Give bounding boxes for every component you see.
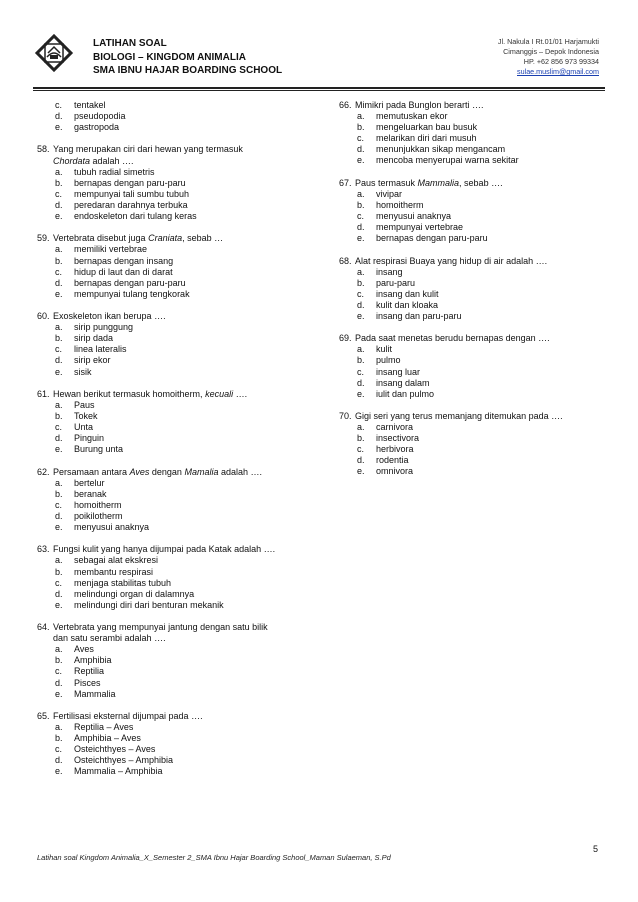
italic-term: kecuali [205,388,234,399]
option-text: mempunyai tali sumbu tubuh [74,188,190,199]
question-text: Pada saat menetas berudu bernapas dengan …. [355,333,550,344]
option-text: insang dalam [376,377,430,388]
header-title [93,37,282,78]
italic-term: Mamalia [184,466,219,477]
answer-option [339,211,599,222]
header-address [498,37,599,77]
answer-option [339,466,599,477]
option-text: bertelur [74,477,105,488]
option-letter: a. [55,555,63,566]
option-text: Amphibia – Aves [74,733,141,744]
answer-option [37,178,307,189]
option-letter: d. [357,222,365,233]
school-logo-icon [34,33,74,73]
option-letter: b. [55,488,63,499]
answer-option [37,367,307,378]
question-text-head: Persamaan antara [53,466,130,477]
option-letter: c. [55,666,63,677]
question-65 [37,711,307,778]
answer-option [37,511,307,522]
option-letter: e. [357,388,365,399]
answer-option [339,389,599,400]
answer-option [339,344,599,355]
answer-option [339,267,599,278]
option-text: Burung unta [74,444,124,455]
question-text [53,233,223,244]
option-letter: a. [55,322,63,333]
option-text: Pinguin [74,433,105,444]
answer-option [339,155,599,166]
answer-option [339,455,599,466]
option-text: membantu respirasi [74,566,154,577]
option-letter: c. [357,444,365,455]
question-62 [37,467,307,534]
option-letter: b. [55,655,63,666]
option-letter: c. [55,188,63,199]
answer-option [339,189,599,200]
option-text: bernapas dengan paru-paru [74,177,186,188]
question-text: Yang merupakan ciri dari hewan yang termasuk [53,144,243,155]
option-letter: a. [55,244,63,255]
option-letter: d. [357,144,365,155]
option-letter: e. [55,522,63,533]
question-text: Fertilisasi eksternal dijumpai pada …. [53,710,203,721]
question-57-continuation [37,100,307,133]
answer-option [37,478,307,489]
question-number: 59. [37,233,50,244]
question-number: 68. [339,255,352,266]
option-letter: b. [357,277,365,288]
option-letter: b. [55,333,63,344]
answer-option [37,100,307,111]
option-text: beranak [74,488,107,499]
option-text: insang dan paru-paru [376,310,462,321]
question-64 [37,622,307,700]
answer-option [339,422,599,433]
option-text: Paus [74,399,95,410]
option-text: menunjukkan sikap mengancam [376,144,506,155]
option-text: homoitherm [74,499,122,510]
question-66 [339,100,599,167]
question-text [53,467,262,478]
question-number: 61. [37,388,50,399]
option-text: paru-paru [376,277,416,288]
italic-term: Craniata [148,233,183,244]
option-letter: e. [357,233,365,244]
question-69 [339,333,599,400]
option-letter: d. [55,199,63,210]
option-text: memiliki vertebrae [74,244,148,255]
answer-option [339,433,599,444]
option-letter: c. [357,288,365,299]
option-text: kulit [376,344,393,355]
question-text: Fungsi kulit yang hanya dijumpai pada Katak adalah …. [53,544,276,555]
option-letter: b. [55,411,63,421]
option-letter: d. [55,355,63,366]
answer-option [339,355,599,366]
option-letter: b. [55,255,63,266]
question-text-cont: dan satu serambi adalah …. [53,633,166,644]
answer-option [37,755,307,766]
option-text: Mammalia [74,688,116,699]
answer-option [37,322,307,333]
option-text: menyusui anaknya [74,522,150,533]
option-letter: d. [55,510,63,521]
option-text: menjaga stabilitas tubuh [74,577,172,588]
option-text: Reptilia – Aves [74,722,134,732]
option-text: linea lateralis [74,344,127,355]
option-text: sebagai alat ekskresi [74,555,159,566]
question-number: 63. [37,544,50,555]
answer-option [37,766,307,777]
right-column [339,100,599,489]
question-text [355,178,503,189]
option-letter: b. [55,733,63,744]
answer-option [339,367,599,378]
answer-option [37,167,307,178]
option-text: hidup di laut dan di darat [74,266,173,277]
answer-option [339,122,599,133]
question-number: 66. [339,100,352,110]
option-text: peredaran darahnya terbuka [74,199,188,210]
header-title-line: SMA IBNU HAJAR BOARDING SCHOOL [93,65,283,76]
option-text: sirip ekor [74,355,111,366]
option-letter: b. [55,566,63,577]
answer-option [37,422,307,433]
option-letter: c. [55,577,63,588]
option-letter: c. [55,266,63,277]
option-text: Amphibia [74,655,112,666]
option-text: gastropoda [74,122,120,133]
option-letter: e. [55,444,63,455]
answer-option [37,433,307,444]
option-text: insectivora [376,433,420,444]
question-61 [37,389,307,456]
option-text: sirip dada [74,333,114,344]
answer-option [37,289,307,300]
answer-option [37,655,307,666]
option-text: mengeluarkan bau busuk [376,122,478,133]
option-text: rodentia [376,455,409,466]
option-text: vivipar [376,188,403,199]
option-text: Osteichthyes – Amphibia [74,755,174,766]
option-text: carnivora [376,422,414,433]
question-text: Gigi seri yang terus memanjang ditemukan pada …. [355,411,563,421]
option-letter: e. [357,310,365,321]
answer-option [37,400,307,411]
option-text: bernapas dengan paru-paru [376,233,488,244]
option-letter: a. [55,477,63,488]
question-number: 67. [339,177,352,188]
answer-option [37,122,307,133]
option-text: iulit dan pulmo [376,388,435,399]
question-number: 65. [37,710,50,721]
answer-option [339,222,599,233]
option-text: tentakel [74,100,106,110]
question-text-tail: , sebab …. [459,177,503,188]
option-letter: a. [357,111,365,122]
address-line: Cimanggis – Depok Indonesia [503,47,599,56]
option-text: insang [376,266,403,277]
question-text: Exoskeleton ikan berupa …. [53,311,166,322]
option-text: homoitherm [376,199,424,210]
option-text: melindungi organ di dalamnya [74,588,195,599]
answer-option [339,278,599,289]
option-text: menyusui anaknya [376,211,452,222]
answer-option [37,111,307,122]
option-text: pseudopodia [74,111,126,122]
answer-option [339,311,599,322]
answer-option [37,200,307,211]
italic-term: Aves [129,466,150,477]
question-text: Alat respirasi Buaya yang hidup di air adalah …. [355,255,548,266]
option-text: Unta [74,422,94,433]
option-letter: d. [55,588,63,599]
answer-option [37,666,307,677]
option-letter: a. [55,166,63,177]
question-63 [37,544,307,611]
option-text: tubuh radial simetris [74,166,155,177]
answer-option [37,489,307,500]
answer-option [37,244,307,255]
option-text: melindungi diri dari benturan mekanik [74,599,224,610]
footer-text: Latihan soal Kingdom Animalia_X_Semester 2_SMA Ibnu Hajar Boarding School_Maman Sulaeman, S.Pd [37,853,391,862]
option-letter: e. [55,122,63,133]
option-letter: d. [357,455,365,466]
question-text-tail: , sebab … [182,233,224,244]
question-number: 64. [37,622,50,633]
left-column [37,100,307,789]
option-text: mencoba menyerupai warna sekitar [376,155,519,166]
answer-option [339,378,599,389]
question-text-middle: dengan [149,466,185,477]
option-letter: e. [357,466,365,477]
option-letter: d. [55,277,63,288]
option-letter: a. [357,266,365,277]
question-number: 62. [37,466,50,477]
answer-option [37,589,307,600]
answer-option [37,267,307,278]
option-text: omnivora [376,466,414,477]
option-text: endoskeleton dari tulang keras [74,211,197,222]
email-link[interactable]: sulae.muslim@gmail.com [517,67,599,76]
option-letter: d. [55,755,63,766]
header-divider-thin [33,90,605,91]
answer-option [37,189,307,200]
option-letter: c. [357,133,365,144]
answer-option [37,678,307,689]
italic-term: Chordata [53,155,91,166]
option-text: sisik [74,366,92,377]
option-letter: e. [55,599,63,610]
answer-option [37,444,307,455]
italic-term: Mammalia [417,177,460,188]
option-letter: d. [55,677,63,688]
question-text: Mimikri pada Bunglon berarti …. [355,100,484,110]
option-text: herbivora [376,444,414,455]
answer-option [37,278,307,289]
answer-option [37,211,307,222]
answer-option [37,344,307,355]
answer-option [37,500,307,511]
option-letter: e. [55,288,63,299]
option-letter: a. [55,722,63,732]
option-letter: c. [55,499,63,510]
answer-option [37,744,307,755]
answer-option [37,689,307,700]
answer-option [339,200,599,211]
question-text: Vertebrata yang mempunyai jantung dengan satu bilik [53,622,268,633]
option-letter: b. [357,433,365,444]
answer-option [37,567,307,578]
answer-option [37,355,307,366]
answer-option [339,111,599,122]
option-letter: a. [357,188,365,199]
question-number: 70. [339,411,352,421]
header-title-line: LATIHAN SOAL [93,38,167,49]
option-text: insang luar [376,366,421,377]
option-text: Aves [74,644,94,655]
answer-option [37,578,307,589]
option-letter: e. [55,766,63,777]
header-title-line: BIOLOGI – KINGDOM ANIMALIA [93,51,246,63]
answer-option [339,233,599,244]
question-text-head: Vertebrata disebut juga [53,233,149,244]
option-letter: b. [357,122,365,133]
answer-option [37,256,307,267]
option-letter: a. [55,399,63,410]
option-letter: d. [55,111,63,122]
answer-option [339,144,599,155]
answer-option [339,133,599,144]
option-text: sirip punggung [74,322,134,333]
option-text: mempunyai tulang tengkorak [74,288,190,299]
option-text: kulit dan kloaka [376,299,439,310]
option-letter: a. [55,644,63,655]
answer-option [37,522,307,533]
answer-option [37,600,307,611]
option-text: Reptilia [74,666,105,677]
address-line: HP. +62 856 973 99334 [523,57,599,66]
answer-option [339,289,599,300]
option-text: mempunyai vertebrae [376,222,464,233]
answer-option [37,555,307,566]
question-number: 60. [37,311,50,322]
option-text: Tokek [74,411,98,421]
option-text: bernapas dengan insang [74,255,174,266]
question-59 [37,233,307,300]
question-60 [37,311,307,378]
option-letter: c. [357,211,365,222]
answer-option [37,722,307,733]
option-letter: a. [357,422,365,433]
option-letter: e. [55,211,63,222]
answer-option [37,644,307,655]
question-text-head: Hewan berikut termasuk homoitherm, [53,388,206,399]
option-text: insang dan kulit [376,288,439,299]
question-number: 58. [37,144,50,155]
option-letter: b. [357,355,365,366]
answer-option [339,444,599,455]
question-text [53,389,247,400]
option-text: memutuskan ekor [376,111,448,122]
header-divider [33,87,605,89]
option-letter: e. [357,155,365,166]
option-letter: e. [55,688,63,699]
question-text-head: Paus termasuk [355,177,418,188]
answer-option [37,333,307,344]
question-68 [339,256,599,323]
option-letter: d. [357,299,365,310]
option-letter: c. [55,100,63,110]
page-number: 5 [592,844,598,854]
question-58 [37,144,307,222]
option-text: pulmo [376,355,401,366]
question-number: 69. [339,333,352,344]
option-letter: c. [357,366,365,377]
question-text-tail: adalah …. [90,155,134,166]
address-line: Jl. Nakula I Rt.01/01 Harjamukti [497,37,599,46]
option-text: Osteichthyes – Aves [74,744,156,755]
question-text-tail: …. [233,388,248,399]
option-text: bernapas dengan paru-paru [74,277,186,288]
option-text: poikilotherm [74,510,123,521]
answer-option [37,411,307,422]
answer-option [339,300,599,311]
option-letter: a. [357,344,365,355]
option-letter: d. [55,433,63,444]
option-text: Pisces [74,677,101,688]
option-letter: c. [55,344,63,355]
option-letter: e. [55,366,63,377]
question-text-cont [37,156,307,167]
option-text: melarikan diri dari musuh [376,133,477,144]
option-text: Mammalia – Amphibia [74,766,163,777]
option-letter: b. [357,199,365,210]
question-70 [339,411,599,478]
answer-option [37,733,307,744]
option-letter: d. [357,377,365,388]
question-text-tail: adalah …. [218,466,262,477]
question-67 [339,178,599,245]
option-letter: c. [55,744,63,755]
option-letter: c. [55,422,63,433]
option-letter: b. [55,177,63,188]
